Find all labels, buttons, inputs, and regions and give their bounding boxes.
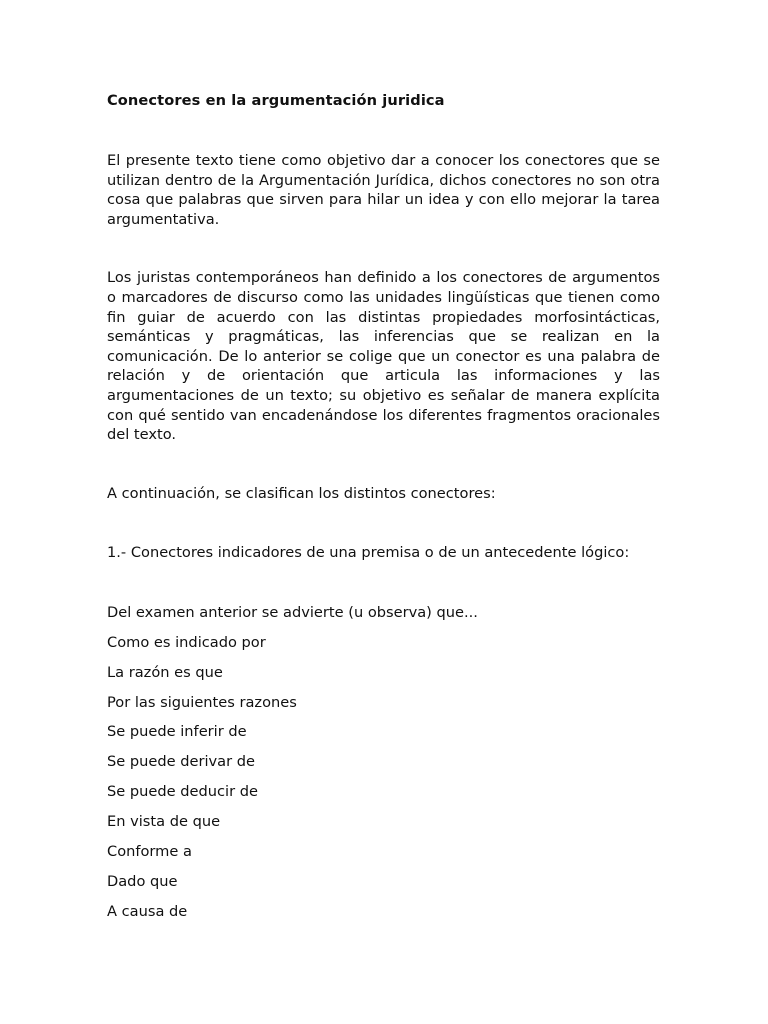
connector-item: Se puede deducir de [107, 783, 258, 801]
connector-item: Del examen anterior se advierte (u observa) que... [107, 603, 478, 621]
connector-item: Dado que [107, 872, 178, 890]
definition-paragraph: Los juristas contemporáneos han definido a los conectores de argumentos o marcadores de discurso como las unidades lingüísticas que tienen como fin guiar de acuerdo con las distintas propiedades morfosintácticas, semánticas y pragmáticas, las inferencias que se realizan en la comunicación. De lo anterior se colige que un conector es una palabra de relación y de orientación que articula las informaciones y las argumentaciones de un texto; su objetivo es señalar de manera explícita con qué sentido van encadenándose los diferentes fragmentos oracionales del texto. [107, 269, 660, 444]
classification-intro: A continuación, se clasifican los distintos conectores: [107, 484, 496, 502]
connector-list [107, 603, 660, 922]
document-body [107, 91, 660, 932]
connector-item: La razón es que [107, 663, 223, 681]
intro-paragraph: El presente texto tiene como objetivo dar a conocer los conectores que se utilizan dentro de la Argumentación Jurídica, dichos conectores no son otra cosa que palabras que sirven para hilar un idea y con ello mejorar la tarea argumentativa. [107, 152, 660, 228]
document-title: Conectores en la argumentación juridica [107, 92, 445, 109]
connector-item: Como es indicado por [107, 633, 266, 651]
connector-item: Por las siguientes razones [107, 693, 297, 711]
connector-item: En vista de que [107, 813, 221, 831]
section-heading-premise-connectors: 1.- Conectores indicadores de una premisa o de un antecedente lógico: [107, 544, 630, 562]
connector-item: Se puede inferir de [107, 723, 247, 741]
connector-item: Conforme a [107, 843, 192, 861]
connector-item: A causa de [107, 902, 188, 920]
connector-item: Se puede derivar de [107, 753, 256, 771]
